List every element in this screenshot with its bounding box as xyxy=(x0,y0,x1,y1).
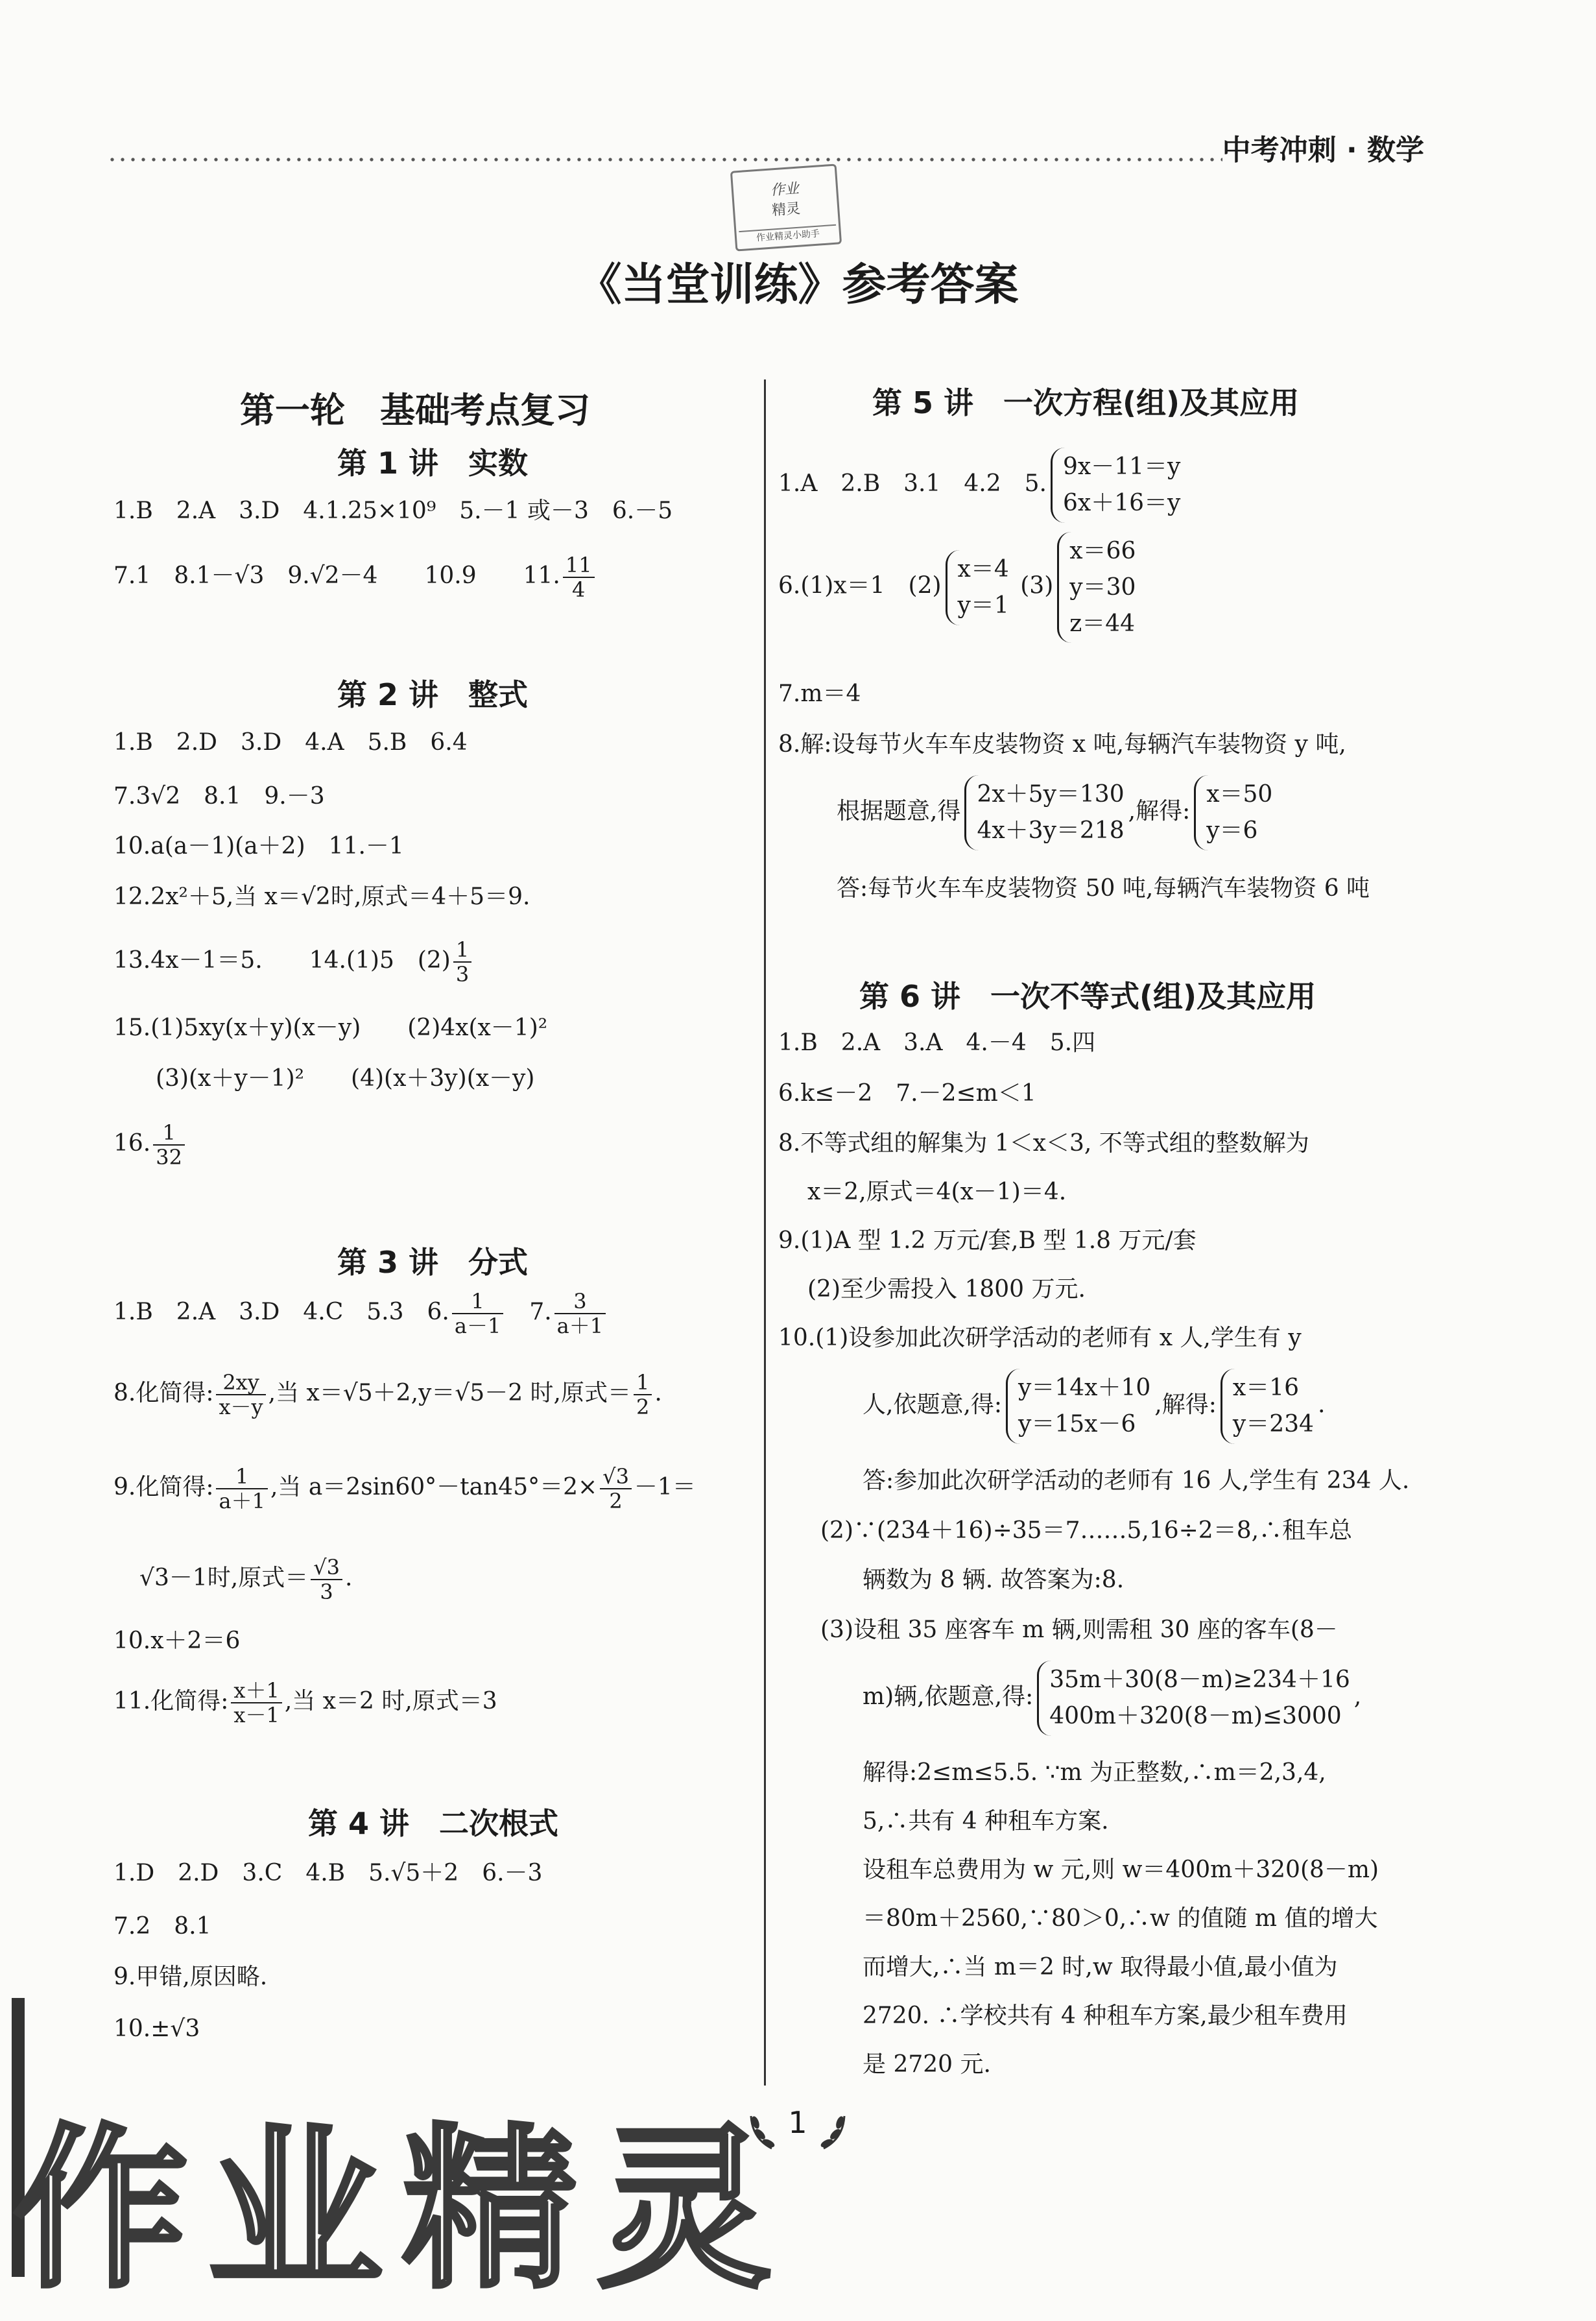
fraction: $\frac{√3}{3}$ xyxy=(311,1557,342,1602)
lesson-6-row-12: (3)设租 35 座客车 m 辆,则需租 30 座的客车(8－ xyxy=(820,1617,1338,1643)
lesson-3-row-1: 1.B 2.A 3.D 4.C 5.3 6. $\frac{1}{a-1}$ 7. $\frac{3}{a+1}$ xyxy=(113,1291,608,1336)
lesson-6-row-14: 解得:2≤m≤5.5. ∵m 为正整数,∴m＝2,3,4, xyxy=(863,1759,1326,1786)
lesson-6-row-20: 是 2720 元. xyxy=(863,2051,991,2078)
lesson-5-row-1: 1.A 2.B 3.1 4.2 5. 9x－11＝y 6x＋16＝y xyxy=(778,448,1184,523)
lesson-5-row-5: 根据题意,得 2x＋5y＝130 4x＋3y＝218 ,解得: x＝50 y＝6 xyxy=(837,775,1276,850)
lesson-6-row-7: 10.(1)设参加此次研学活动的老师有 x 人,学生有 y xyxy=(778,1325,1302,1351)
lesson-2-row-5: 13.4x－1＝5. 14.(1)5 (2) $\frac{1}{3}$ xyxy=(113,939,474,985)
column-divider xyxy=(764,379,766,2086)
fraction: $\frac{3}{a+1}$ xyxy=(554,1291,606,1336)
lesson-6-row-19: 2720. ∴学校共有 4 种租车方案,最少租车费用 xyxy=(863,2002,1348,2029)
lesson-2-row-2: 7.3√2 8.1 9.－3 xyxy=(113,783,325,810)
lesson-1-title: 第 1 讲 实数 xyxy=(337,446,529,481)
fraction: $\frac{2xy}{x-y}$ xyxy=(216,1372,265,1417)
round-title: 第一轮 基础考点复习 xyxy=(240,390,590,431)
equation-system: x＝66 y＝30 z＝44 xyxy=(1057,532,1136,643)
lesson-6-row-16: 设租车总费用为 w 元,则 w＝400m＋320(8－m) xyxy=(863,1857,1379,1883)
equation-system: 9x－11＝y 6x＋16＝y xyxy=(1051,448,1180,523)
lesson-1-row-2: 7.1 8.1－√3 9.√2－4 10.9 11. $\frac{11}{4}$ xyxy=(113,555,597,600)
watermark: 作业精灵 xyxy=(13,2108,791,2312)
lesson-2-title: 第 2 讲 整式 xyxy=(337,677,529,712)
lesson-5-row-6: 答:每节火车车皮装物资 50 吨,每辆汽车装物资 6 吨 xyxy=(837,875,1370,902)
lesson-3-row-2: 8.化简得: $\frac{2xy}{x-y}$ ,当 x＝√5＋2,y＝√5－2 时,原式＝ $\frac{1}{2}$ . xyxy=(113,1370,662,1419)
lesson-6-row-17: ＝80m＋2560,∵80＞0,∴w 的值随 m 值的增大 xyxy=(863,1905,1378,1932)
lesson-3-row-4: √3－1时,原式＝ $\frac{√3}{3}$ . xyxy=(139,1555,353,1604)
lesson-1-row-1: 1.B 2.A 3.D 4.1.25×10⁹ 5.－1 或－3 6.－5 xyxy=(113,498,673,524)
lesson-6-row-10: (2)∵(234＋16)÷35＝7……5,16÷2＝8,∴租车总 xyxy=(820,1517,1353,1544)
equation-system: x＝4 y＝1 xyxy=(946,550,1009,625)
equation-system: y＝14x＋10 y＝15x－6 xyxy=(1006,1369,1150,1444)
lesson-2-row-6: 15.(1)5xy(x＋y)(x－y) (2)4x(x－1)² xyxy=(113,1015,548,1041)
lesson-6-row-15: 5,∴共有 4 种租车方案. xyxy=(863,1808,1109,1834)
page-title: 《当堂训练》参考答案 xyxy=(577,259,1019,311)
lesson-2-row-7: (3)(x＋y－1)² (4)(x＋3y)(x－y) xyxy=(156,1065,535,1092)
lesson-6-row-6: (2)至少需投入 1800 万元. xyxy=(807,1276,1086,1303)
lesson-5-row-3: 7.m＝4 xyxy=(778,680,861,707)
lesson-6-row-13: m)辆,依题意,得: 35m＋30(8－m)≥234＋16 400m＋320(8－m)≤3000 , xyxy=(863,1661,1361,1736)
lesson-4-row-4: 10.±√3 xyxy=(113,2015,200,2042)
lesson-6-row-1: 1.B 2.A 3.A 4.－4 5.四 xyxy=(778,1029,1096,1056)
stamp-line-3: 作业精灵小助手 xyxy=(739,224,837,245)
lesson-6-row-4: x＝2,原式＝4(x－1)＝4. xyxy=(807,1179,1067,1205)
lesson-6-row-3: 8.不等式组的解集为 1＜x＜3, 不等式组的整数解为 xyxy=(778,1130,1309,1157)
lesson-3-row-6: 11.化简得: $\frac{x+1}{x-1}$ ,当 x＝2 时,原式＝3 xyxy=(113,1678,497,1727)
lesson-6-row-18: 而增大,∴当 m＝2 时,w 取得最小值,最小值为 xyxy=(863,1954,1338,1980)
lesson-2-row-3: 10.a(a－1)(a＋2) 11.－1 xyxy=(113,833,404,860)
lesson-6-row-11: 辆数为 8 辆. 故答案为:8. xyxy=(863,1567,1125,1593)
lesson-2-row-8: 16. $\frac{1}{32}$ xyxy=(113,1122,187,1168)
lesson-6-row-9: 答:参加此次研学活动的老师有 16 人,学生有 234 人. xyxy=(863,1467,1410,1494)
lesson-2-row-1: 1.B 2.D 3.D 4.A 5.B 6.4 xyxy=(113,729,468,756)
lesson-3-title: 第 3 讲 分式 xyxy=(337,1245,529,1280)
lesson-6-row-5: 9.(1)A 型 1.2 万元/套,B 型 1.8 万元/套 xyxy=(778,1227,1197,1254)
equation-system: 2x＋5y＝130 4x＋3y＝218 xyxy=(964,775,1124,850)
fraction: $\frac{1}{a+1}$ xyxy=(216,1466,267,1511)
lesson-3-row-3: 9.化简得: $\frac{1}{a+1}$ ,当 a＝2sin60°－tan45°＝2× $\frac{√3}{2}$ －1＝ xyxy=(113,1464,696,1513)
lesson-6-row-8: 人,依题意,得: y＝14x＋10 y＝15x－6 ,解得: x＝16 y＝234 . xyxy=(863,1369,1325,1444)
lesson-4-row-2: 7.2 8.1 xyxy=(113,1913,211,1940)
equation-system: x＝50 y＝6 xyxy=(1194,775,1272,850)
fraction: $\frac{11}{4}$ xyxy=(563,555,595,600)
lesson-4-title: 第 4 讲 二次根式 xyxy=(308,1806,559,1841)
lesson-5-row-4: 8.解:设每节火车车皮装物资 x 吨,每辆汽车装物资 y 吨, xyxy=(778,731,1346,758)
lesson-3-row-5: 10.x＋2＝6 xyxy=(113,1628,241,1654)
page-number: 1 xyxy=(788,2105,807,2140)
fraction: $\frac{1}{32}$ xyxy=(153,1122,185,1168)
header-title: 中考冲刺 · 数学 xyxy=(1222,134,1424,167)
fraction: $\frac{√3}{2}$ xyxy=(600,1466,632,1511)
lesson-5-row-2: 6.(1)x＝1 (2) x＝4 y＝1 (3) x＝66 y＝30 z＝44 xyxy=(778,532,1139,643)
lesson-2-row-4: 12.2x²＋5,当 x＝√2时,原式＝4＋5＝9. xyxy=(113,884,530,910)
lesson-6-title: 第 6 讲 一次不等式(组)及其应用 xyxy=(859,979,1316,1014)
lesson-4-row-1: 1.D 2.D 3.C 4.B 5.√5＋2 6.－3 xyxy=(113,1860,543,1886)
header-dotted-rule xyxy=(107,154,1222,165)
lesson-4-row-3: 9.甲错,原因略. xyxy=(113,1964,268,1990)
lesson-6-row-2: 6.k≤－2 7.－2≤m＜1 xyxy=(778,1080,1036,1107)
inequality-system: 35m＋30(8－m)≥234＋16 400m＋320(8－m)≤3000 xyxy=(1037,1661,1350,1736)
stamp-logo xyxy=(730,163,842,251)
fraction: $\frac{1}{3}$ xyxy=(453,939,471,985)
equation-system: x＝16 y＝234 xyxy=(1221,1369,1314,1444)
fraction: $\frac{1}{a-1}$ xyxy=(452,1291,503,1336)
stamp-line-2: 精灵 xyxy=(771,200,802,219)
lesson-5-title: 第 5 讲 一次方程(组)及其应用 xyxy=(872,385,1300,420)
stamp-line-1: 作业 xyxy=(770,180,800,199)
fraction: $\frac{1}{2}$ xyxy=(634,1372,652,1417)
fraction: $\frac{x+1}{x-1}$ xyxy=(231,1680,281,1726)
